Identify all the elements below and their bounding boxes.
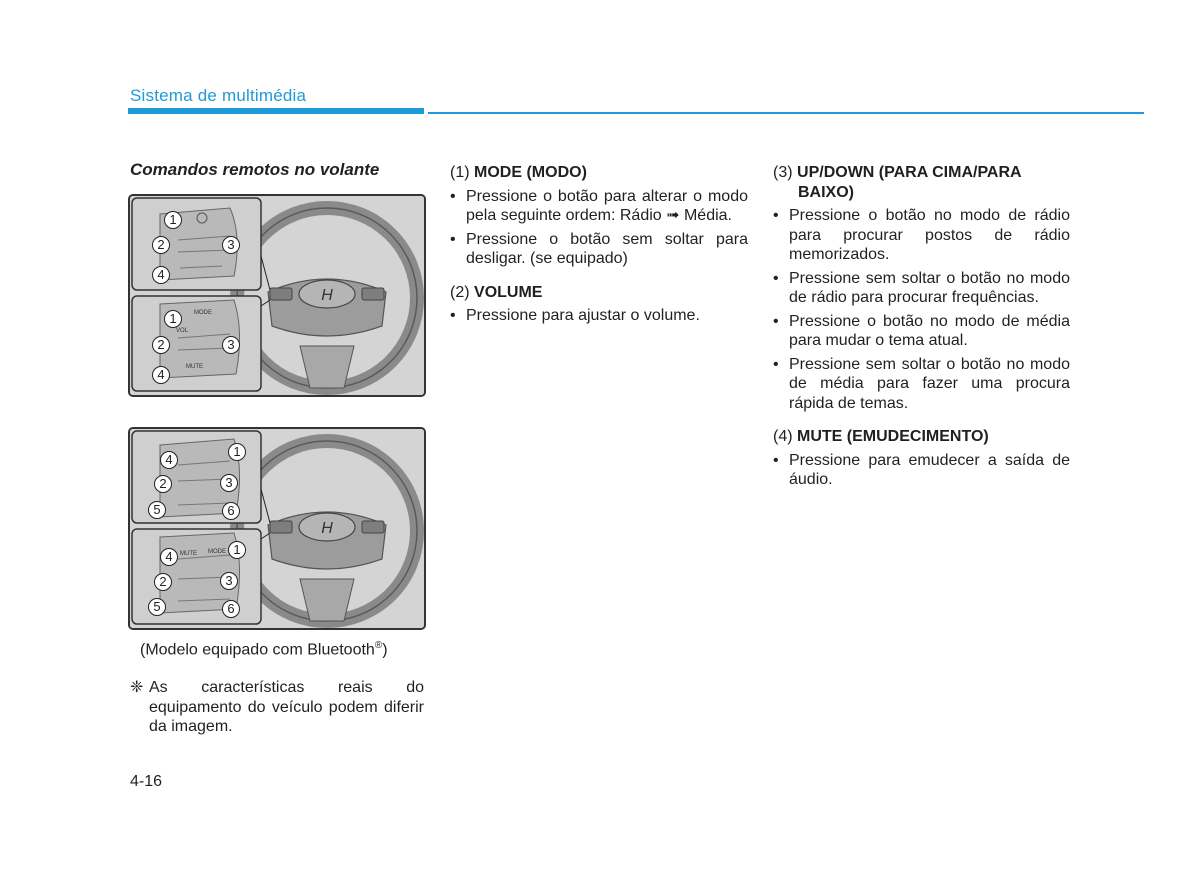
bullet-text: Pressione o botão no modo de rádio para procurar postos de rádio memorizados. bbox=[789, 207, 1070, 263]
bullet-item bbox=[773, 206, 1070, 265]
note-mark: ❈ bbox=[130, 679, 144, 696]
callout-4: 4 bbox=[160, 451, 178, 469]
callout-2: 2 bbox=[152, 236, 170, 254]
column-right bbox=[773, 163, 1070, 504]
callout-3: 3 bbox=[222, 236, 240, 254]
button-label-mute: MUTE bbox=[186, 364, 203, 370]
steering-wheel-figure-bluetooth bbox=[128, 427, 426, 630]
callout-5: 5 bbox=[148, 598, 166, 616]
bullet-text: Pressione o botão sem soltar para desligar. (se equipado) bbox=[466, 230, 748, 267]
item-number: (3) bbox=[773, 164, 793, 181]
callout-2: 2 bbox=[154, 573, 172, 591]
bullet: • bbox=[773, 355, 779, 373]
item-title: VOLUME bbox=[474, 283, 543, 301]
item-number: (2) bbox=[450, 283, 470, 301]
item-heading bbox=[773, 163, 1070, 202]
button-label-mode: MODE bbox=[194, 310, 212, 316]
bullet-text: Pressione o botão para alterar o modo pela seguinte ordem: Rádio ➟ Média. bbox=[466, 187, 748, 224]
callout-1: 1 bbox=[164, 310, 182, 328]
item-number: (4) bbox=[773, 428, 793, 445]
bullet: • bbox=[773, 269, 779, 287]
callout-1: 1 bbox=[164, 211, 182, 229]
disclaimer-note bbox=[130, 678, 424, 737]
callout-6: 6 bbox=[222, 502, 240, 520]
item-title: UP/DOWN (PARA CIMA/PARA BAIXO) bbox=[797, 164, 1021, 201]
bullet-item bbox=[450, 306, 748, 326]
callout-4: 4 bbox=[152, 266, 170, 284]
item-heading bbox=[450, 283, 748, 303]
callout-3: 3 bbox=[220, 572, 238, 590]
callout-1: 1 bbox=[228, 541, 246, 559]
header-rule-thick bbox=[128, 108, 424, 114]
callout-3: 3 bbox=[222, 336, 240, 354]
bullet: • bbox=[450, 230, 456, 248]
bullet: • bbox=[773, 207, 779, 224]
header-rule-thin bbox=[428, 112, 1144, 114]
button-label-mode: MODE bbox=[208, 549, 226, 555]
item-heading bbox=[773, 427, 1070, 447]
bullet-item bbox=[450, 230, 748, 269]
item-title: MODE (MODO) bbox=[474, 164, 587, 181]
caption-text: (Modelo equipado com Bluetooth bbox=[140, 641, 375, 659]
column-middle bbox=[450, 163, 748, 340]
callout-4: 4 bbox=[160, 548, 178, 566]
page-number: 4-16 bbox=[130, 773, 163, 790]
item-mode bbox=[450, 163, 748, 269]
callout-2: 2 bbox=[152, 336, 170, 354]
registered-mark: ® bbox=[374, 640, 383, 651]
bullet-item bbox=[450, 187, 748, 226]
item-volume bbox=[450, 283, 748, 326]
svg-text:H: H bbox=[321, 520, 333, 537]
caption-close: ) bbox=[382, 641, 388, 659]
item-up-down bbox=[773, 163, 1070, 413]
bullet: • bbox=[773, 451, 779, 469]
bullet: • bbox=[450, 307, 456, 324]
note-text: As características reais do equipamento do veículo podem diferir da imagem. bbox=[149, 679, 424, 735]
figure-caption bbox=[140, 640, 388, 659]
bullet-text: Pressione sem soltar o botão no modo de rádio para procurar frequências. bbox=[789, 269, 1070, 306]
bullet-text: Pressione para ajustar o volume. bbox=[466, 307, 700, 324]
item-number: (1) bbox=[450, 164, 470, 181]
bullet-item bbox=[773, 451, 1070, 490]
button-label-vol: VOL bbox=[176, 328, 189, 334]
steering-wheel-figure-basic bbox=[128, 194, 426, 397]
button-label-mute: MUTE bbox=[180, 551, 197, 557]
callout-2: 2 bbox=[154, 475, 172, 493]
bullet: • bbox=[450, 187, 456, 205]
item-title: MUTE (EMUDECIMENTO) bbox=[797, 428, 989, 445]
callout-1: 1 bbox=[228, 443, 246, 461]
callout-4: 4 bbox=[152, 366, 170, 384]
bullet-text: Pressione sem soltar o botão no modo de média para fazer uma procura rápida de temas. bbox=[789, 355, 1070, 412]
bullet-item bbox=[773, 355, 1070, 414]
bullet-text: Pressione o botão no modo de média para mudar o tema atual. bbox=[789, 312, 1070, 349]
bullet-text: Pressione para emudecer a saída de áudio. bbox=[789, 451, 1070, 488]
svg-text:H: H bbox=[321, 287, 333, 304]
callout-3: 3 bbox=[220, 474, 238, 492]
bullet-item bbox=[773, 269, 1070, 308]
callout-6: 6 bbox=[222, 600, 240, 618]
bullet: • bbox=[773, 312, 779, 330]
item-mute bbox=[773, 427, 1070, 490]
section-title: Sistema de multimédia bbox=[130, 86, 307, 105]
bullet-item bbox=[773, 312, 1070, 351]
item-heading bbox=[450, 163, 748, 183]
callout-5: 5 bbox=[148, 501, 166, 519]
subheading: Comandos remotos no volante bbox=[130, 160, 380, 179]
